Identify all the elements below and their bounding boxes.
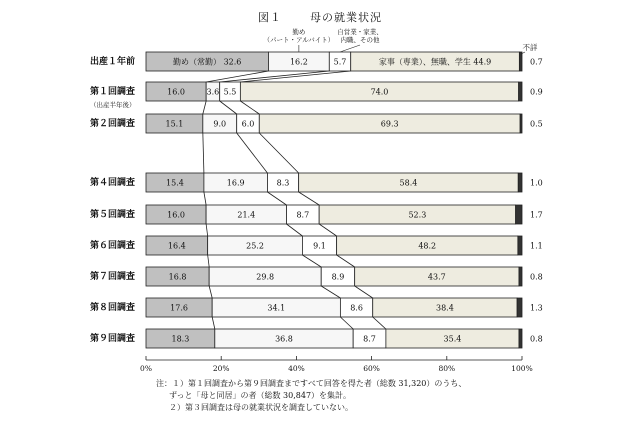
connector-line	[203, 133, 204, 173]
value-label: 43.7	[427, 272, 446, 282]
value-label: 5.5	[223, 87, 237, 97]
connector-line	[302, 255, 321, 267]
connector-line	[203, 101, 206, 114]
connector-line	[337, 255, 355, 267]
value-label: 16.9	[226, 178, 245, 188]
x-tick-label: 80%	[438, 364, 456, 373]
value-label: 5.7	[333, 57, 347, 67]
connector-line	[286, 224, 302, 236]
category-label: 第５回調査	[90, 210, 136, 220]
bar-segment	[519, 82, 522, 101]
value-label-unknown: 0.7	[530, 57, 543, 67]
value-label-unknown: 1.1	[530, 241, 543, 251]
value-label: 58.4	[399, 178, 418, 188]
value-label: 8.6	[350, 303, 363, 313]
connector-line	[355, 286, 373, 298]
connector-line	[212, 317, 215, 329]
value-label: 16.8	[168, 272, 187, 282]
value-label: 勤め（常勤） 32.6	[173, 57, 242, 67]
connector-line	[206, 224, 208, 236]
connector-line	[319, 224, 336, 236]
connector-line	[240, 101, 259, 114]
value-label-unknown: 0.9	[530, 87, 543, 97]
value-label-unknown: 0.8	[530, 334, 543, 344]
footnote-1: 注：１）第１回調査から第９回調査まですべて回答を得た者（総数 31,320）のうち、	[156, 379, 467, 388]
category-label: 第２回調査	[90, 119, 136, 129]
connector-line	[267, 192, 286, 205]
value-label: 15.1	[165, 119, 184, 129]
value-label: 25.2	[246, 241, 264, 251]
category-label: 第４回調査	[90, 178, 136, 188]
value-label: 8.3	[276, 178, 290, 188]
category-label: 第７回調査	[90, 272, 136, 282]
connector-line	[299, 192, 320, 205]
x-tick-label: 0%	[140, 364, 152, 373]
bar-segment	[518, 236, 522, 255]
bar-segment	[519, 52, 522, 71]
value-label-unknown: 0.8	[530, 272, 543, 282]
value-label: 35.4	[443, 334, 462, 344]
value-label: 52.3	[408, 210, 427, 220]
header-label-self: 自営業・家業、	[337, 28, 383, 36]
category-sublabel: （出産半年後）	[90, 101, 136, 109]
value-label-unknown: 1.0	[530, 178, 543, 188]
connector-line	[321, 286, 340, 298]
value-label: 29.8	[256, 272, 275, 282]
value-label: 9.1	[313, 241, 326, 251]
connector-line	[259, 133, 298, 173]
value-label: 34.1	[267, 303, 286, 313]
connector-line	[220, 101, 237, 114]
value-label: 48.2	[418, 241, 437, 251]
value-label: 38.4	[436, 303, 454, 313]
connector-line	[204, 192, 206, 205]
header-label-self: 内職、その他	[340, 36, 380, 44]
bar-segment	[517, 298, 522, 317]
figure-label: 図１	[258, 11, 282, 24]
figure-title: 母の就業状況	[310, 11, 382, 24]
connector-line	[208, 255, 210, 267]
bar-segment	[519, 329, 522, 348]
header-label-unknown: 不詳	[522, 43, 538, 52]
bar-segment	[516, 205, 522, 224]
category-label: 第１回調査	[90, 87, 136, 97]
bar-segment	[519, 267, 522, 286]
value-label: 36.8	[275, 334, 293, 344]
category-label: 第９回調査	[90, 334, 136, 344]
category-label: 第６回調査	[90, 241, 136, 251]
category-label: 第８回調査	[90, 303, 136, 313]
footnote-2: ２）第３回調査は母の就業状況を調査していない。	[169, 403, 353, 412]
x-tick-label: 60%	[363, 364, 380, 373]
category-label: 出産１年前	[90, 57, 136, 67]
value-label: 74.0	[370, 87, 389, 97]
value-label: 16.0	[167, 87, 185, 97]
bar-segment	[520, 114, 522, 133]
connector-line	[340, 317, 353, 329]
bar-segment	[518, 173, 522, 192]
value-label-unknown: 0.5	[530, 119, 543, 129]
value-label: 16.0	[167, 210, 185, 220]
value-label: 21.4	[237, 210, 256, 220]
value-label: 8.9	[331, 272, 345, 282]
header-label-part: （パート・アルバイト）	[263, 36, 335, 44]
connector-line	[209, 286, 212, 298]
x-tick-label: 100%	[511, 364, 533, 373]
value-label: 18.3	[171, 334, 190, 344]
value-label-unknown: 1.7	[530, 210, 543, 220]
value-label: 8.7	[296, 210, 310, 220]
x-tick-label: 40%	[288, 364, 305, 373]
value-label: 6.0	[241, 119, 255, 129]
value-label: 家事（専業）、無職、学生 44.9	[378, 57, 492, 67]
connector-line	[373, 317, 386, 329]
header-label-part: 勤め	[292, 28, 306, 36]
value-label: 15.4	[166, 178, 184, 188]
value-label: 16.2	[289, 57, 308, 67]
footnote-1-cont: ずっと「母と同居」の者（総数 30,847）を集計。	[169, 391, 352, 400]
value-label: 16.4	[167, 241, 186, 251]
value-label: 69.3	[380, 119, 399, 129]
value-label: 8.7	[363, 334, 376, 344]
header-leader	[340, 45, 360, 52]
value-label: 9.0	[213, 119, 227, 129]
x-tick-label: 20%	[212, 364, 230, 373]
value-label: 3.6	[206, 87, 220, 97]
value-label-unknown: 1.3	[530, 303, 543, 313]
connector-line	[237, 133, 268, 173]
value-label: 17.6	[170, 303, 188, 313]
